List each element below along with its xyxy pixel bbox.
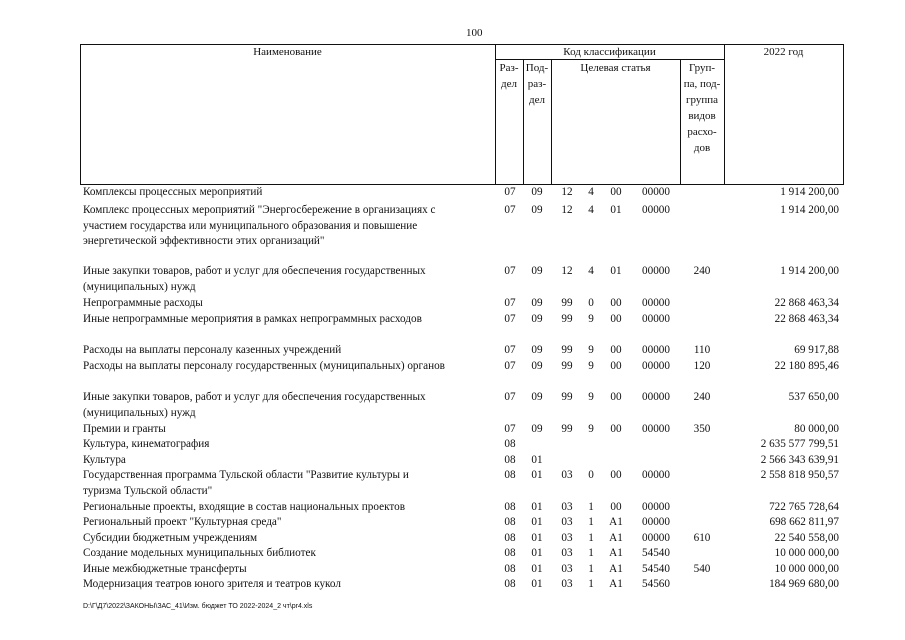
- row-name-line: Расходы на выплаты персоналу казенных учреждений: [83, 344, 342, 356]
- cell-expense-code: 00000: [642, 532, 670, 544]
- header-code: Код классификации: [563, 46, 656, 58]
- cell-expense-code: 54540: [642, 547, 670, 559]
- cell-expense-type: 610: [693, 532, 711, 544]
- row-name: [83, 296, 493, 312]
- cell-podrazdel: 09: [531, 423, 543, 435]
- cell-subprogram: 4: [588, 186, 594, 198]
- cell-podrazdel: 09: [531, 360, 543, 372]
- table-header: [80, 44, 844, 185]
- header-razdel-line: дел: [501, 78, 517, 90]
- row-name-line: Культура: [83, 454, 126, 466]
- cell-expense-code: 00000: [642, 297, 670, 309]
- row-name-line: Субсидии бюджетным учреждениям: [83, 532, 258, 544]
- cell-expense-type: 240: [693, 391, 711, 403]
- cell-podrazdel: 01: [531, 501, 543, 513]
- row-name: [83, 500, 493, 516]
- cell-expense-code: 00000: [642, 265, 670, 277]
- cell-program: 03: [561, 532, 573, 544]
- row-name-line: Непрограммные расходы: [83, 297, 203, 309]
- cell-direction: 01: [610, 265, 622, 277]
- cell-podrazdel: 09: [531, 344, 543, 356]
- header-divider: [724, 44, 725, 185]
- cell-program: 03: [561, 516, 573, 528]
- cell-razdel: 07: [504, 344, 516, 356]
- cell-direction: 00: [610, 344, 622, 356]
- header-year: 2022 год: [763, 46, 804, 58]
- cell-razdel: 07: [504, 265, 516, 277]
- cell-razdel: 07: [504, 391, 516, 403]
- cell-expense-type: 240: [693, 265, 711, 277]
- page-number: 100: [466, 27, 483, 39]
- cell-expense-code: 54540: [642, 563, 670, 575]
- cell-direction: A1: [609, 547, 623, 559]
- header-razdel: [495, 60, 523, 92]
- row-name-line: Культура, кинематография: [83, 438, 210, 450]
- row-name: [83, 546, 493, 562]
- header-podrazdel-line: дел: [529, 94, 545, 106]
- cell-amount: 22 868 463,34: [774, 297, 839, 309]
- row-name: [83, 185, 493, 201]
- cell-program: 03: [561, 547, 573, 559]
- cell-podrazdel: 09: [531, 313, 543, 325]
- header-group-line: Груп-: [688, 62, 716, 74]
- cell-expense-code: 00000: [642, 360, 670, 372]
- cell-expense-code: 00000: [642, 313, 670, 325]
- cell-expense-code: 00000: [642, 469, 670, 481]
- cell-razdel: 08: [504, 532, 516, 544]
- cell-direction: 00: [610, 313, 622, 325]
- row-name: [83, 515, 493, 531]
- cell-expense-code: 00000: [642, 204, 670, 216]
- row-name-line: Модернизация театров юного зрителя и театров кукол: [83, 578, 341, 590]
- cell-expense-type: 110: [693, 344, 711, 356]
- row-name: [83, 359, 493, 375]
- cell-amount: 2 558 818 950,57: [760, 469, 839, 481]
- cell-amount: 698 662 811,97: [769, 516, 839, 528]
- header-divider: [843, 44, 844, 185]
- cell-razdel: 07: [504, 313, 516, 325]
- header-podrazdel: [523, 60, 551, 108]
- cell-amount: 22 540 558,00: [774, 532, 839, 544]
- cell-amount: 722 765 728,64: [769, 501, 839, 513]
- header-group-line: группа: [685, 94, 719, 106]
- row-name-line: туризма Тульской области": [83, 484, 213, 497]
- row-name: [83, 203, 493, 250]
- cell-amount: 2 566 343 639,91: [760, 454, 839, 466]
- cell-razdel: 07: [504, 204, 516, 216]
- cell-expense-code: 54560: [642, 578, 670, 590]
- cell-program: 12: [561, 265, 573, 277]
- cell-direction: 00: [610, 501, 622, 513]
- cell-razdel: 08: [504, 469, 516, 481]
- cell-program: 99: [561, 391, 573, 403]
- cell-amount: 537 650,00: [788, 391, 839, 403]
- cell-podrazdel: 01: [531, 469, 543, 481]
- row-name-line: Создание модельных муниципальных библиотек: [83, 547, 316, 559]
- row-name: [83, 468, 493, 499]
- header-group-line: дов: [693, 142, 711, 154]
- cell-amount: 1 914 200,00: [780, 204, 839, 216]
- cell-razdel: 08: [504, 454, 516, 466]
- header-podrazdel-line: Под-: [525, 62, 549, 74]
- cell-subprogram: 0: [588, 297, 594, 309]
- row-name: [83, 343, 493, 359]
- cell-expense-type: 540: [693, 563, 711, 575]
- cell-amount: 10 000 000,00: [774, 563, 839, 575]
- cell-direction: 01: [610, 204, 622, 216]
- cell-razdel: 08: [504, 516, 516, 528]
- header-divider: [551, 59, 552, 185]
- cell-subprogram: 9: [588, 360, 594, 372]
- cell-subprogram: 1: [588, 563, 594, 575]
- row-name: [83, 577, 493, 593]
- cell-direction: 00: [610, 423, 622, 435]
- row-name-line: Расходы на выплаты персоналу государственных (муниципальных) органов: [83, 360, 445, 372]
- row-name: [83, 531, 493, 547]
- row-name: [83, 453, 493, 469]
- cell-direction: 00: [610, 297, 622, 309]
- cell-razdel: 07: [504, 423, 516, 435]
- cell-razdel: 08: [504, 547, 516, 559]
- cell-podrazdel: 01: [531, 563, 543, 575]
- cell-program: 99: [561, 313, 573, 325]
- cell-program: 03: [561, 501, 573, 513]
- header-group-line: видов: [688, 110, 716, 122]
- cell-subprogram: 1: [588, 547, 594, 559]
- row-name-line: энергетической эффективности этих организаций": [83, 235, 325, 247]
- cell-amount: 69 917,88: [794, 344, 839, 356]
- cell-program: 12: [561, 204, 573, 216]
- cell-program: 03: [561, 563, 573, 575]
- cell-subprogram: 4: [588, 265, 594, 277]
- row-name-line: Региональный проект "Культурная среда": [83, 516, 282, 528]
- cell-razdel: 07: [504, 186, 516, 198]
- cell-program: 03: [561, 578, 573, 590]
- row-name: [83, 312, 493, 328]
- cell-direction: 00: [610, 391, 622, 403]
- cell-razdel: 08: [504, 501, 516, 513]
- cell-amount: 1 914 200,00: [780, 265, 839, 277]
- cell-razdel: 07: [504, 360, 516, 372]
- cell-direction: A1: [609, 516, 623, 528]
- cell-subprogram: 4: [588, 204, 594, 216]
- header-target: Целевая статья: [580, 62, 651, 74]
- row-name-line: (муниципальных) нужд: [83, 406, 196, 419]
- row-name: [83, 390, 493, 421]
- row-name: [83, 422, 493, 438]
- header-podrazdel-line: раз-: [527, 78, 547, 90]
- header-group-line: расхо-: [687, 126, 717, 138]
- cell-amount: 22 868 463,34: [774, 313, 839, 325]
- file-path-footer: D:\Г\Д7\2022\ЗАКОНЫ\ЗАС_41\Изм. бюджет ТО 2022-2024_2 чт\pr4.xls: [83, 603, 313, 610]
- header-name: Наименование: [253, 46, 322, 58]
- cell-subprogram: 1: [588, 578, 594, 590]
- cell-program: 99: [561, 297, 573, 309]
- cell-expense-code: 00000: [642, 516, 670, 528]
- cell-direction: 00: [610, 360, 622, 372]
- cell-program: 99: [561, 423, 573, 435]
- row-name-line: Премии и гранты: [83, 423, 166, 435]
- row-name-line: Иные закупки товаров, работ и услуг для обеспечения государственных: [83, 391, 426, 403]
- header-razdel-line: Раз-: [499, 62, 519, 74]
- cell-razdel: 08: [504, 578, 516, 590]
- row-name: [83, 437, 493, 453]
- header-group: [680, 60, 724, 156]
- cell-expense-type: 350: [693, 423, 711, 435]
- row-name-line: Комплекс процессных мероприятий "Энергосбережение в организациях с: [83, 204, 436, 216]
- cell-program: 12: [561, 186, 573, 198]
- cell-subprogram: 0: [588, 469, 594, 481]
- cell-subprogram: 1: [588, 516, 594, 528]
- cell-program: 99: [561, 360, 573, 372]
- cell-expense-code: 00000: [642, 186, 670, 198]
- cell-program: 03: [561, 469, 573, 481]
- cell-amount: 2 635 577 799,51: [760, 438, 839, 450]
- row-name-line: Комплексы процессных мероприятий: [83, 186, 263, 198]
- header-group-line: па, под-: [683, 78, 721, 90]
- cell-subprogram: 9: [588, 423, 594, 435]
- cell-subprogram: 9: [588, 391, 594, 403]
- cell-expense-type: 120: [693, 360, 711, 372]
- cell-podrazdel: 09: [531, 204, 543, 216]
- cell-subprogram: 9: [588, 344, 594, 356]
- cell-amount: 10 000 000,00: [774, 547, 839, 559]
- cell-razdel: 07: [504, 297, 516, 309]
- cell-podrazdel: 09: [531, 186, 543, 198]
- row-name-line: (муниципальных) нужд: [83, 280, 196, 293]
- cell-direction: A1: [609, 563, 623, 575]
- cell-expense-code: 00000: [642, 423, 670, 435]
- cell-amount: 22 180 895,46: [774, 360, 839, 372]
- cell-direction: 00: [610, 186, 622, 198]
- cell-amount: 184 969 680,00: [769, 578, 839, 590]
- cell-amount: 1 914 200,00: [780, 186, 839, 198]
- row-name-line: участием государства или муниципального образования и повышение: [83, 219, 418, 232]
- cell-amount: 80 000,00: [794, 423, 839, 435]
- cell-podrazdel: 01: [531, 454, 543, 466]
- cell-razdel: 08: [504, 438, 516, 450]
- cell-podrazdel: 01: [531, 516, 543, 528]
- cell-expense-code: 00000: [642, 391, 670, 403]
- cell-subprogram: 9: [588, 313, 594, 325]
- cell-podrazdel: 01: [531, 578, 543, 590]
- row-name: [83, 562, 493, 578]
- row-name-line: Государственная программа Тульской области "Развитие культуры и: [83, 469, 409, 481]
- cell-podrazdel: 09: [531, 297, 543, 309]
- cell-podrazdel: 01: [531, 547, 543, 559]
- cell-expense-code: 00000: [642, 501, 670, 513]
- cell-podrazdel: 09: [531, 391, 543, 403]
- cell-direction: A1: [609, 578, 623, 590]
- cell-podrazdel: 01: [531, 532, 543, 544]
- cell-podrazdel: 09: [531, 265, 543, 277]
- header-divider: [80, 44, 81, 185]
- cell-program: 99: [561, 344, 573, 356]
- cell-razdel: 08: [504, 563, 516, 575]
- cell-subprogram: 1: [588, 501, 594, 513]
- row-name-line: Иные непрограммные мероприятия в рамках непрограммных расходов: [83, 313, 422, 325]
- row-name: [83, 264, 493, 295]
- row-name-line: Иные закупки товаров, работ и услуг для обеспечения государственных: [83, 265, 426, 277]
- cell-direction: 00: [610, 469, 622, 481]
- row-name-line: Региональные проекты, входящие в состав национальных проектов: [83, 501, 405, 513]
- cell-direction: A1: [609, 532, 623, 544]
- row-name-line: Иные межбюджетные трансферты: [83, 563, 247, 575]
- cell-subprogram: 1: [588, 532, 594, 544]
- cell-expense-code: 00000: [642, 344, 670, 356]
